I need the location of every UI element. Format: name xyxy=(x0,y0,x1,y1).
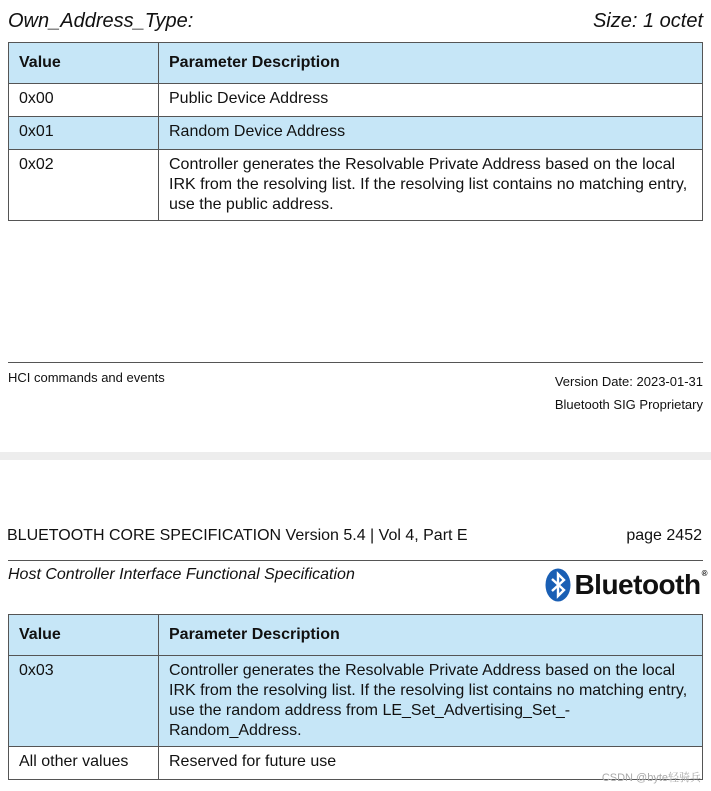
row-description: Public Device Address xyxy=(159,84,703,117)
table-row xyxy=(9,150,703,221)
section-title: Host Controller Interface Functional Specification xyxy=(8,566,355,583)
page-number: page 2452 xyxy=(626,527,702,544)
table-header-row xyxy=(9,43,703,84)
spec-page-bottom xyxy=(0,460,711,791)
row-value: All other values xyxy=(9,747,159,780)
bluetooth-wordmark: Bluetooth® xyxy=(574,569,707,600)
header-rule xyxy=(8,560,703,561)
footer-section-name: HCI commands and events xyxy=(8,370,165,385)
table-row xyxy=(9,117,703,150)
value-column-header: Value xyxy=(9,43,159,84)
page-separator xyxy=(0,452,711,460)
row-value: 0x01 xyxy=(9,117,159,150)
watermark: CSDN @byte轻骑兵 xyxy=(601,772,701,784)
table-row xyxy=(9,656,703,747)
own-address-type-table xyxy=(8,42,703,221)
own-address-type-table-continued xyxy=(8,614,703,780)
description-column-header: Parameter Description xyxy=(159,615,703,656)
row-value: 0x00 xyxy=(9,84,159,117)
row-value: 0x02 xyxy=(9,150,159,221)
bluetooth-logo xyxy=(545,566,707,604)
parameter-heading xyxy=(8,10,703,36)
version-date: Version Date: 2023-01-31 xyxy=(554,374,703,389)
value-column-header: Value xyxy=(9,615,159,656)
bluetooth-rune-icon xyxy=(545,568,571,602)
spec-title: BLUETOOTH CORE SPECIFICATION Version 5.4 | Vol 4, Part E xyxy=(7,527,468,544)
footer-meta xyxy=(555,370,703,416)
table-header-row xyxy=(9,615,703,656)
table-row xyxy=(9,747,703,780)
row-description: Controller generates the Resolvable Private Address based on the local IRK from the resolving list. If the resolving list contains no matching entry, use the public address. xyxy=(159,150,703,221)
table-row xyxy=(9,84,703,117)
parameter-name: Own_Address_Type: xyxy=(8,10,194,32)
row-description: Reserved for future use xyxy=(159,747,703,780)
footer-rule xyxy=(8,362,703,363)
row-description: Controller generates the Resolvable Private Address based on the local IRK from the resolving list. If the resolving list contains no matching entry, use the random address from LE_Set_Advertising_Set_-Random_Address. xyxy=(159,656,703,747)
proprietary-notice: Bluetooth SIG Proprietary xyxy=(554,397,703,412)
parameter-size: Size: 1 octet xyxy=(592,10,703,32)
description-column-header: Parameter Description xyxy=(159,43,703,84)
row-value: 0x03 xyxy=(9,656,159,747)
row-description: Random Device Address xyxy=(159,117,703,150)
